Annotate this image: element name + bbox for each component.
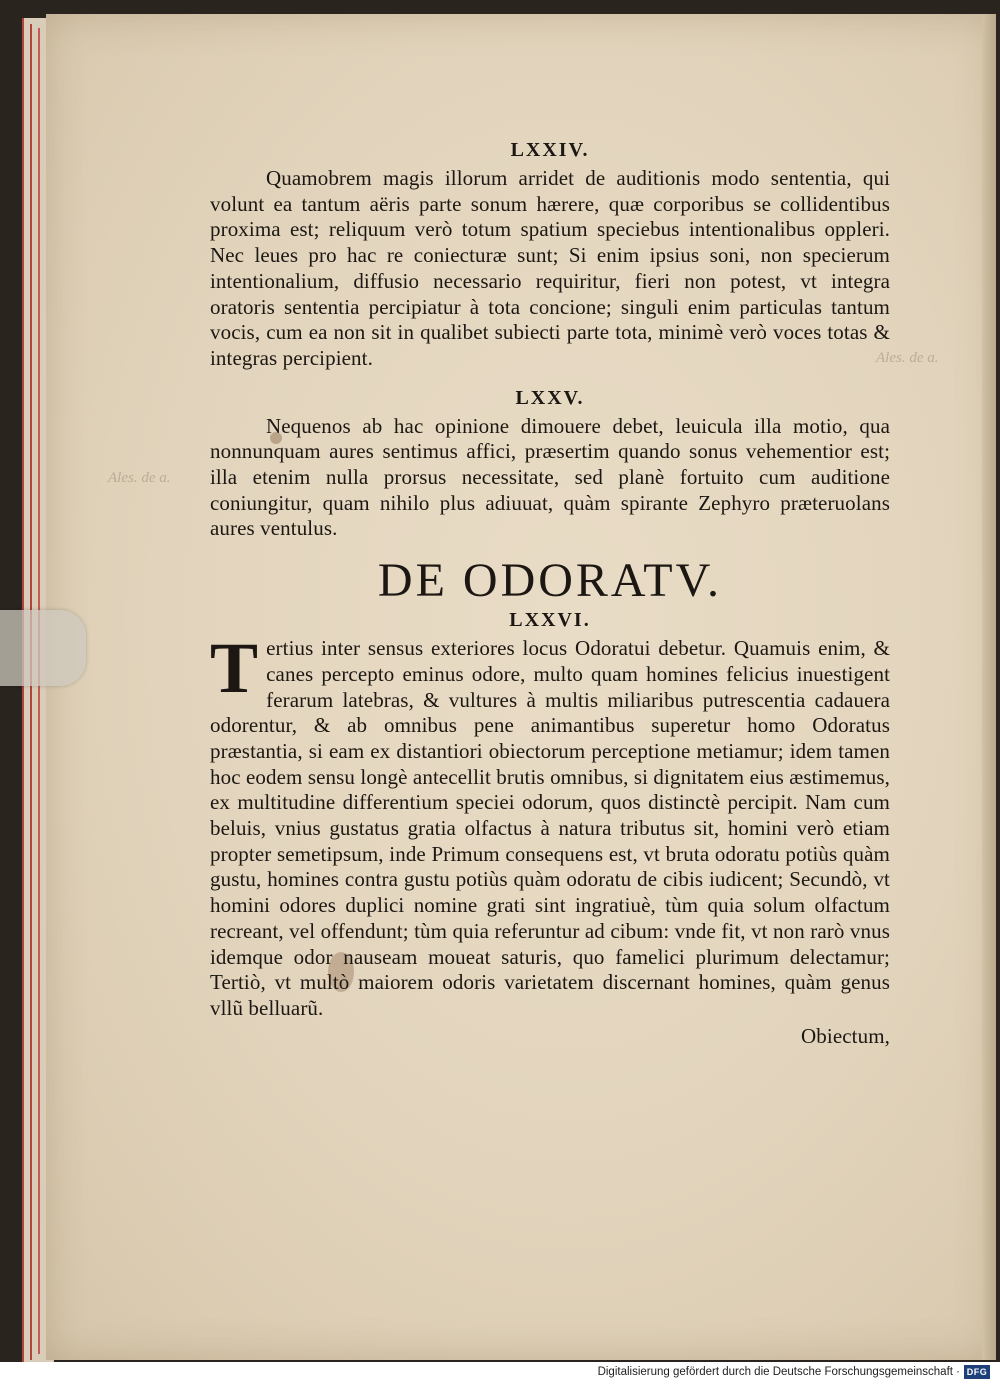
footer-bar xyxy=(0,1362,1000,1384)
scanner-tab xyxy=(0,610,86,686)
page-fold-shadow xyxy=(982,14,996,1360)
dfg-logo-icon: DFG xyxy=(964,1365,990,1379)
heading-lxxiv: LXXIV. xyxy=(510,139,590,161)
paragraph-lxxv: Nequenos ab hac opinione dimouere debet, leuicula illa motio, qua nonnunquam aures sentimus affici, præsertim quando sonus vehementior est; illa etenim nulla prorsus necessitate, sed planè fortuito cum auditione coniungitur, quam nihilo plus adiuuat, quàm spirante Zephyro præteruolans aures ventulus. xyxy=(210,413,890,541)
heading-lxxvi: LXXVI. xyxy=(509,609,591,632)
bleed-through-text: Ales. de a. xyxy=(108,470,171,486)
heading-lxxv: LXXV. xyxy=(515,386,585,409)
page-text xyxy=(210,136,890,1049)
paragraph-lxxvi xyxy=(210,628,890,1022)
footer-credit: Digitalisierung gefördert durch die Deutsche Forschungsgemeinschaft · xyxy=(597,1366,960,1378)
section-title: DE ODORATV. xyxy=(377,554,723,608)
drop-cap: T xyxy=(210,628,259,709)
paragraph-lxxvi-text: ertius inter sensus exteriores locus Odoratui debetur. Quamuis enim, & canes percepto eminus odore, multo quam homines felicius inuestigent ferarum latebras, & vultures à multis miliaribus putrescentia cadauera odorentur, & ab omnibus pene animantibus superetur homo Odoratus præstantia, si eam ex distantiori obiectorum perceptione metiamur; idem tamen hoc eodem sensu longè antecellit brutis omnibus, si dignitatem eius æstimemus, ex multitudine differentium speciei odorum, quos distinctè percipit. Nam cum beluis, vnius gustatus gratia olfactus à natura tributus sit, homini verò etiam propter semetipsum, inde Primum consequens est, vt bruta odoratu potiùs quàm gustu, homines contra gustu potiùs quàm odoratu de cibis iudicent; Secundò, vt homini odores duplici nomine grati sint ingratiuè, tùm quia solum olfactum recreant, vel offendunt; tùm quia referuntur ad cibum: vnde fit, vt non rarò vnus idemque odor nauseam moueat saturis, quo famelici plurimum delectamur; Tertiò, vt multò maiorem odoris varietatem discernant homines, quàm genus vllũ belluarũ. xyxy=(210,636,890,1020)
catchword: Obiectum, xyxy=(801,1023,890,1048)
bleed-through-text: Ales. de a. xyxy=(876,350,939,366)
paragraph-lxxiv: Quamobrem magis illorum arridet de auditionis modo sententia, qui volunt ea tantum aëris parte sonum hærere, quæ corporibus se collidentibus proxima est; reliquum verò totum spatium speciebus intentionalibus oppleri. Nec leues pro hac re coniecturæ sunt; Si enim ipsius soni, non specierum intentionalium, diffusio necessario requiritur, fieri non potest, vt integra oratoris sententia percipiatur à tota concione; singuli enim particulas tantum vocis, cum ea non sit in qualibet subiecti parte tota, minimè verò voces totas & integras percipient. xyxy=(210,166,890,370)
